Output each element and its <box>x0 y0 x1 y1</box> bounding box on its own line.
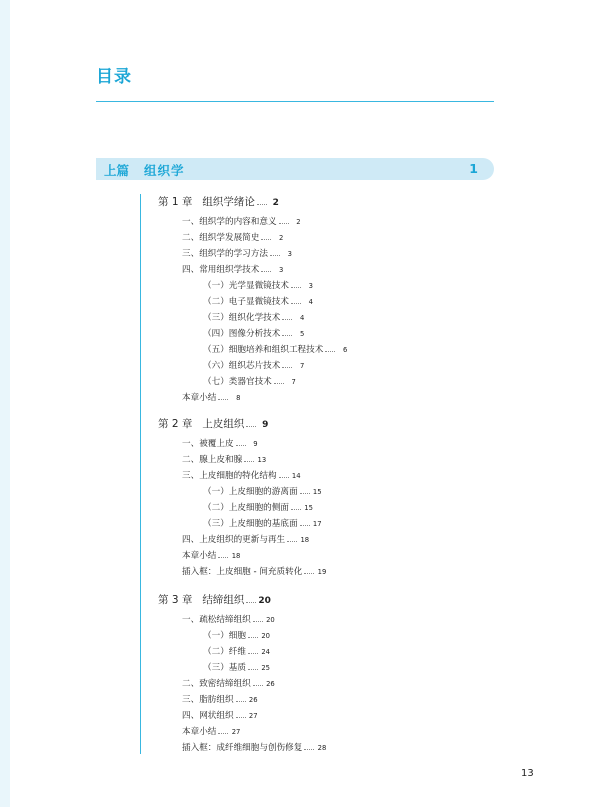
leader-dots <box>282 319 292 320</box>
entry-title: （三）基质 <box>203 663 246 673</box>
leader-dots <box>248 637 258 638</box>
leader-dots <box>291 287 301 288</box>
entry-title: 一、组织学的内容和意义 <box>182 217 277 227</box>
leader-dots <box>236 717 246 718</box>
leader-dots <box>236 701 246 702</box>
page-ref: 20 <box>261 632 270 640</box>
entry-title: 本章小结 <box>182 551 217 561</box>
entry-title: 本章小结 <box>182 727 217 737</box>
entry-title: 二、腺上皮和腺 <box>182 455 243 465</box>
entry-title: 二、组织学发展简史 <box>182 233 260 243</box>
entry-title: 四、常用组织学技术 <box>182 265 260 275</box>
page-ref: 15 <box>304 504 313 512</box>
leader-dots <box>261 239 271 240</box>
page-ref: 25 <box>261 664 270 672</box>
entry-title: （三）组织化学技术 <box>203 313 281 323</box>
chapter-label: 第 1 章 组织学绪论 <box>158 196 255 208</box>
leader-dots <box>274 383 284 384</box>
entry-title: （七）类器官技术 <box>203 377 272 387</box>
entry-title: 三、脂肪组织 <box>182 695 234 705</box>
page-ref: 6 <box>343 346 348 354</box>
entry-title: （一）细胞 <box>203 631 246 641</box>
entry-title: 四、上皮组织的更新与再生 <box>182 535 286 545</box>
side-strip <box>0 0 10 807</box>
entry-title: （二）上皮细胞的侧面 <box>203 503 289 513</box>
page-ref: 7 <box>300 362 305 370</box>
entry-title: 一、被覆上皮 <box>182 439 234 449</box>
leader-dots <box>246 426 256 427</box>
page-ref: 2 <box>272 198 279 208</box>
entry-title: 本章小结 <box>182 393 217 403</box>
page-ref: 3 <box>287 250 292 258</box>
leader-dots <box>304 749 314 750</box>
leader-dots <box>279 223 289 224</box>
leader-dots <box>236 445 246 446</box>
leader-dots <box>218 733 228 734</box>
page-ref: 27 <box>248 712 258 720</box>
leader-dots <box>248 653 258 654</box>
page-ref: 4 <box>308 298 313 306</box>
page-ref: 26 <box>248 696 258 704</box>
page-title: 目录 <box>96 67 132 87</box>
page-ref: 20 <box>258 596 271 606</box>
page-ref: 15 <box>312 488 322 496</box>
leader-dots <box>244 461 254 462</box>
page-ref: 9 <box>253 440 258 448</box>
entry-title: （一）光学显微镜技术 <box>203 281 289 291</box>
leader-dots <box>300 493 310 494</box>
page-ref: 20 <box>266 616 275 624</box>
leader-dots <box>218 557 228 558</box>
page-ref: 24 <box>261 648 270 656</box>
page-ref: 7 <box>291 378 296 386</box>
leader-dots <box>325 351 335 352</box>
leader-dots <box>253 685 263 686</box>
toc-vertical-rule <box>140 194 141 754</box>
leader-dots <box>304 573 314 574</box>
page-ref: 2 <box>296 218 301 226</box>
entry-title: 三、组织学的学习方法 <box>182 249 268 259</box>
part-page: 1 <box>469 161 478 176</box>
entry-title: （二）纤维 <box>203 647 246 657</box>
entry-title: 二、致密结缔组织 <box>182 679 251 689</box>
page-ref: 13 <box>257 456 267 464</box>
entry-title: 四、网状组织 <box>182 711 234 721</box>
page-ref: 18 <box>300 536 310 544</box>
leader-dots <box>218 399 228 400</box>
chapter-label: 第 3 章 结缔组织 <box>158 594 245 606</box>
entry-title: （一）上皮细胞的游离面 <box>203 487 298 497</box>
entry-title: 插入框：成纤维细胞与创伤修复 <box>182 743 303 753</box>
page-ref: 4 <box>300 314 305 322</box>
entry-title: （二）电子显微镜技术 <box>203 297 289 307</box>
page-ref: 3 <box>279 266 284 274</box>
page-ref: 8 <box>236 394 241 402</box>
page-ref: 3 <box>308 282 313 290</box>
page-ref: 28 <box>317 744 327 752</box>
page-ref: 27 <box>231 728 241 736</box>
entry-title: 插入框：上皮细胞 - 间充质转化 <box>182 567 303 577</box>
leader-dots <box>248 669 258 670</box>
leader-dots <box>253 621 263 622</box>
page-ref: 18 <box>231 552 241 560</box>
leader-dots <box>270 255 280 256</box>
entry-title: 一、疏松结缔组织 <box>182 615 251 625</box>
page-ref: 14 <box>291 472 301 480</box>
leader-dots <box>246 602 256 603</box>
entry-title: （六）组织芯片技术 <box>203 361 281 371</box>
chapter-label: 第 2 章 上皮组织 <box>158 418 245 430</box>
page-ref: 19 <box>317 568 327 576</box>
leader-dots <box>291 303 301 304</box>
title-rule <box>96 101 494 102</box>
page-ref: 5 <box>300 330 305 338</box>
leader-dots <box>261 271 271 272</box>
entry-title: （四）图像分析技术 <box>203 329 281 339</box>
page-ref: 26 <box>266 680 275 688</box>
page-number: 13 <box>521 768 534 779</box>
part-label: 上篇 <box>104 163 130 178</box>
leader-dots <box>282 367 292 368</box>
leader-dots <box>287 541 297 542</box>
leader-dots <box>257 204 267 205</box>
page-ref: 9 <box>262 420 269 430</box>
part-name: 组织学 <box>144 163 185 178</box>
leader-dots <box>282 335 292 336</box>
leader-dots <box>300 525 310 526</box>
page-ref: 2 <box>279 234 284 242</box>
entry-title: （五）细胞培养和组织工程技术 <box>203 345 324 355</box>
leader-dots <box>279 477 289 478</box>
leader-dots <box>291 509 301 510</box>
entry-title: （三）上皮细胞的基底面 <box>203 519 298 529</box>
page-ref: 17 <box>312 520 322 528</box>
entry-title: 三、上皮细胞的特化结构 <box>182 471 277 481</box>
